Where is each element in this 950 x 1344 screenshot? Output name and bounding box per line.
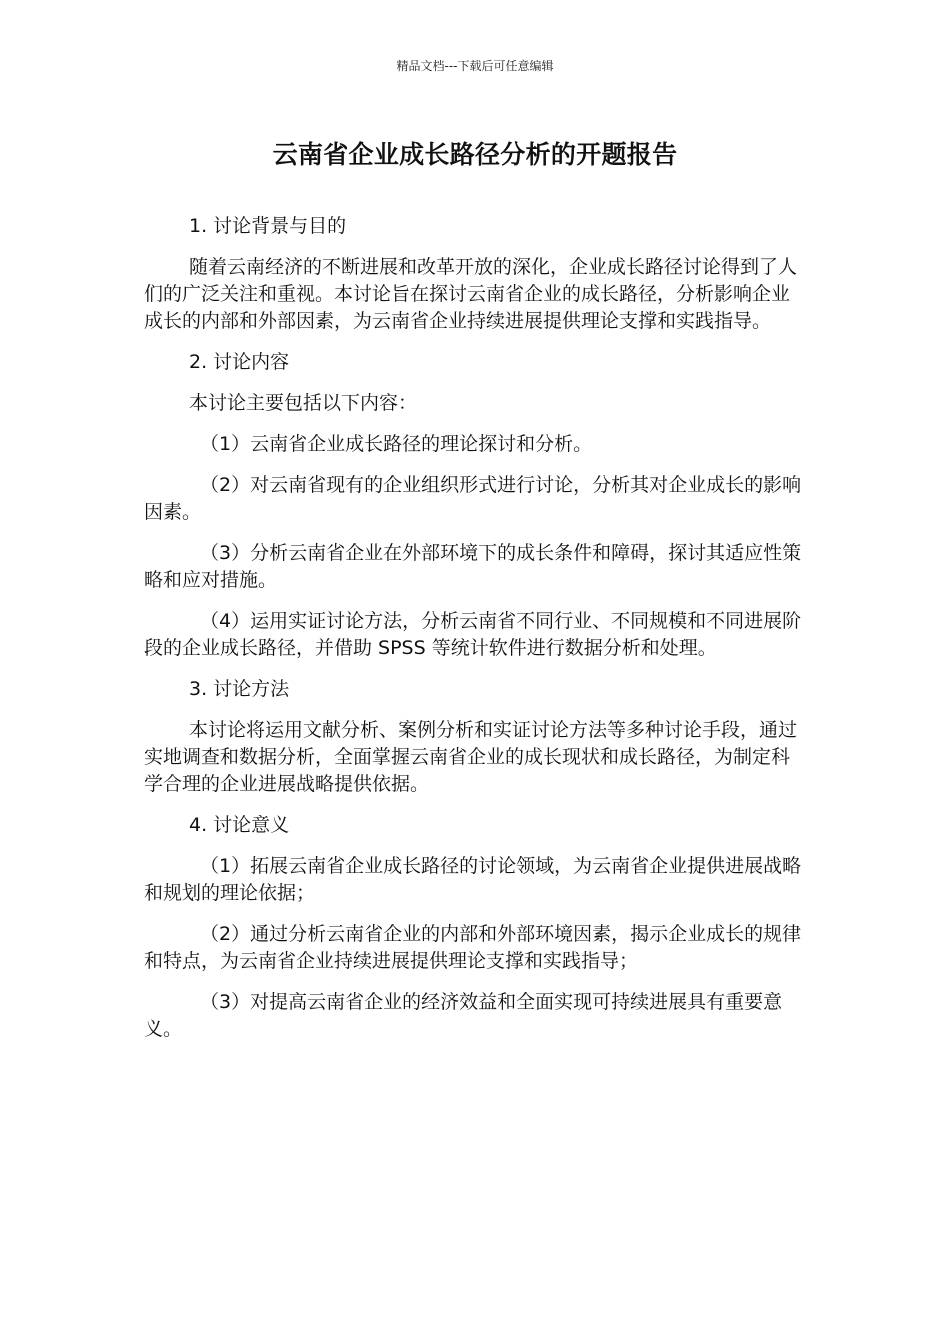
section-3-paragraph: 本讨论将运用文献分析、案例分析和实证讨论方法等多种讨论手段，通过实地调查和数据分析，全面掌握云南省企业的成长现状和成长路径，为制定科学合理的企业进展战略提供依据。 <box>144 719 798 795</box>
section-4-item-2: （2）通过分析云南省企业的内部和外部环境因素，揭示企业成长的规律和特点，为云南省企业持续进展提供理论支撑和实践指导； <box>144 923 802 972</box>
section-2-intro: 本讨论主要包括以下内容： <box>189 392 418 414</box>
section-1-heading: 1. 讨论背景与目的 <box>189 215 347 237</box>
section-2-item-4: （4）运用实证讨论方法，分析云南省不同行业、不同规模和不同进展阶段的企业成长路径，并借助 SPSS 等统计软件进行数据分析和处理。 <box>144 610 802 659</box>
section-2-heading: 2. 讨论内容 <box>189 351 290 373</box>
section-2-item-1: （1）云南省企业成长路径的理论探讨和分析。 <box>200 433 593 455</box>
section-3-heading: 3. 讨论方法 <box>189 678 290 700</box>
page-header: 精品文档---下载后可任意编辑 <box>396 59 554 73</box>
section-1-paragraph: 随着云南经济的不断进展和改革开放的深化，企业成长路径讨论得到了人们的广泛关注和重视。本讨论旨在探讨云南省企业的成长路径，分析影响企业成长的内部和外部因素，为云南省企业持续进展提供理论支撑和实践指导。 <box>144 256 798 332</box>
section-4-item-1: （1）拓展云南省企业成长路径的讨论领域，为云南省企业提供进展战略和规划的理论依据； <box>144 855 802 904</box>
section-4-item-3: （3）对提高云南省企业的经济效益和全面实现可持续进展具有重要意义。 <box>144 991 783 1040</box>
document-body <box>144 213 806 1057</box>
section-4-heading: 4. 讨论意义 <box>189 814 290 836</box>
section-2-item-2: （2）对云南省现有的企业组织形式进行讨论，分析其对企业成长的影响因素。 <box>144 474 802 523</box>
document-title: 云南省企业成长路径分析的开题报告 <box>272 140 678 169</box>
section-2-item-3: （3）分析云南省企业在外部环境下的成长条件和障碍，探讨其适应性策略和应对措施。 <box>144 542 802 591</box>
